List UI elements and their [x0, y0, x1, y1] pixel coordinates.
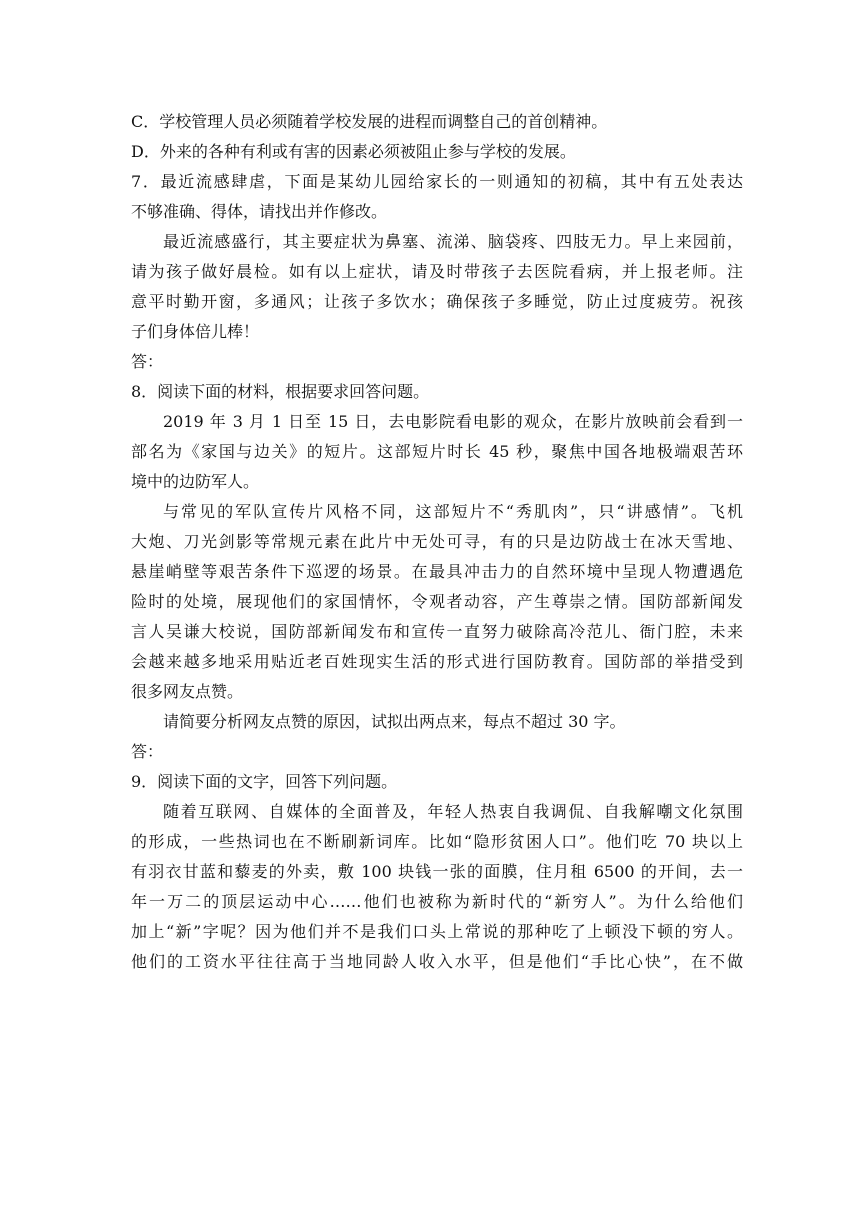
- question-8-prompt: 8．阅读下面的材料，根据要求回答问题。: [131, 382, 430, 401]
- passage-9-line-2: 的形成，一些热词也在不断刷新词库。比如“隐形贫困人口”。他们吃 70 块以上: [131, 832, 743, 851]
- material-paragraph-2-line-1: 与常见的军队宣传片风格不同，这部短片不“秀肌肉”，只“讲感情”。飞机: [163, 502, 743, 521]
- option-d: D．外来的各种有利或有害的因素必须被阻止参与学校的发展。: [131, 142, 576, 161]
- passage-9-line-1: 随着互联网、自媒体的全面普及，年轻人热衷自我调侃、自我解嘲文化氛围: [163, 802, 743, 821]
- notice-paragraph-line-4: 子们身体倍儿棒！: [131, 322, 260, 341]
- material-paragraph-2-line-5: 言人吴谦大校说，国防部新闻发布和宣传一直努力破除高冷范儿、衙门腔，未来: [131, 622, 743, 641]
- option-c: C．学校管理人员必须随着学校发展的进程而调整自己的首创精神。: [131, 112, 608, 131]
- notice-paragraph-line-3: 意平时勤开窗，多通风；让孩子多饮水；确保孩子多睡觉，防止过度疲劳。祝孩: [131, 292, 743, 311]
- passage-9-line-4: 年一万二的顶层运动中心……他们也被称为新时代的“新穷人”。为什么给他们: [131, 892, 743, 911]
- material-paragraph-1-line-1: 2019 年 3 月 1 日至 15 日，去电影院看电影的观众，在影片放映前会看到一: [163, 412, 743, 431]
- answer-label-8: 答：: [131, 742, 164, 761]
- material-paragraph-1-line-2: 部名为《家国与边关》的短片。这部短片时长 45 秒，聚焦中国各地极端艰苦环: [131, 442, 743, 461]
- question-7-prompt-line-1: 7．最近流感肆虐，下面是某幼儿园给家长的一则通知的初稿，其中有五处表达: [131, 172, 743, 191]
- material-paragraph-2-line-2: 大炮、刀光剑影等常规元素在此片中无处可寻，有的只是边防战士在冰天雪地、: [131, 532, 743, 551]
- material-paragraph-2-line-6: 会越来越多地采用贴近老百姓现实生活的形式进行国防教育。国防部的举措受到: [131, 652, 743, 671]
- material-paragraph-2-line-4: 险时的处境，展现他们的家国情怀，令观者动容，产生尊崇之情。国防部新闻发: [131, 592, 743, 611]
- answer-label-7: 答：: [131, 352, 164, 371]
- question-7-prompt-line-2: 不够准确、得体，请找出并作修改。: [131, 202, 388, 221]
- document-page: [131, 107, 743, 977]
- material-paragraph-1-line-3: 境中的边防军人。: [131, 472, 260, 491]
- notice-paragraph-line-2: 请为孩子做好晨检。如有以上症状，请及时带孩子去医院看病，并上报老师。注: [131, 262, 743, 281]
- notice-paragraph-line-1: 最近流感盛行，其主要症状为鼻塞、流涕、脑袋疼、四肢无力。早上来园前，: [163, 232, 743, 251]
- passage-9-line-6: 他们的工资水平往往高于当地同龄人收入水平，但是他们“手比心快”，在不做: [131, 952, 743, 971]
- material-paragraph-2-line-7: 很多网友点赞。: [131, 682, 244, 701]
- passage-9-line-5: 加上“新”字呢？因为他们并不是我们口头上常说的那种吃了上顿没下顿的穷人。: [131, 922, 743, 941]
- question-8-requirement: 请简要分析网友点赞的原因，试拟出两点来，每点不超过 30 字。: [163, 712, 626, 731]
- material-paragraph-2-line-3: 悬崖峭壁等艰苦条件下巡逻的场景。在最具冲击力的自然环境中呈现人物遭遇危: [131, 562, 743, 581]
- question-9-prompt: 9．阅读下面的文字，回答下列问题。: [131, 772, 398, 791]
- passage-9-line-3: 有羽衣甘蓝和藜麦的外卖，敷 100 块钱一张的面膜，住月租 6500 的开间，去一: [131, 862, 743, 881]
